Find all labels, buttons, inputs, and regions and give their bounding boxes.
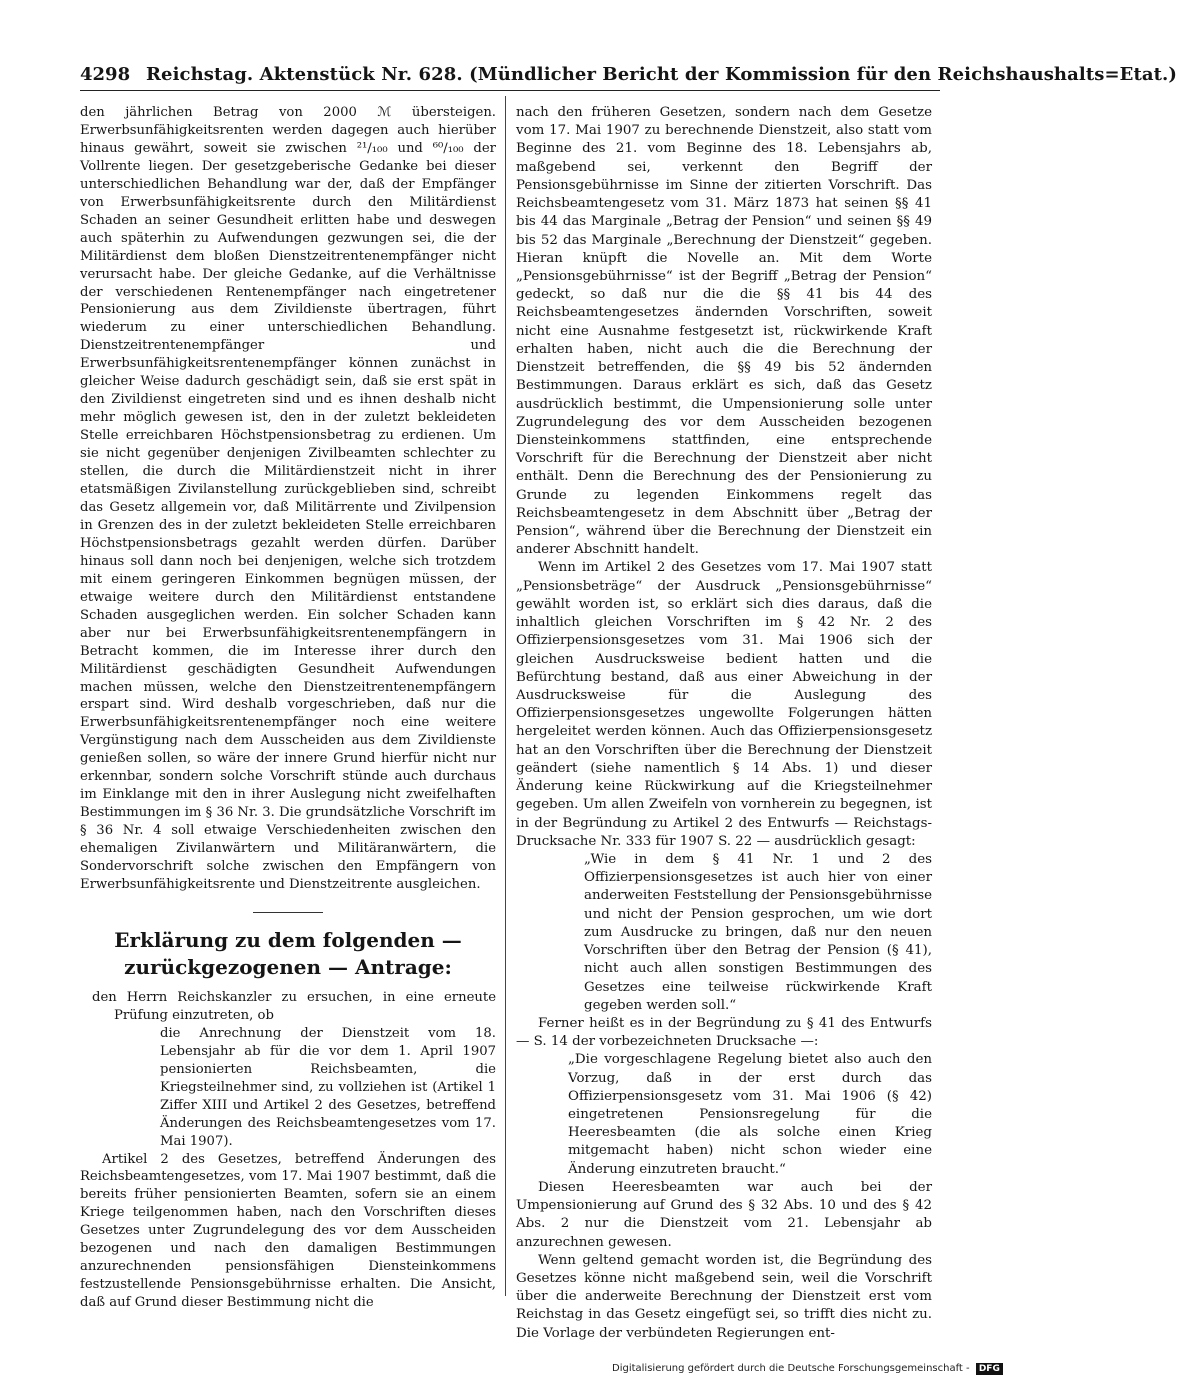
page-header <box>80 60 1177 91</box>
section-separator <box>253 912 323 913</box>
digitization-credit <box>612 1363 1000 1375</box>
block-quote: „Wie in dem § 41 Nr. 1 und 2 des Offizierpensionsgesetzes ist auch hier von einer anderweiten Feststellung der Pensionsgebührnisse und nicht der Pension gesprochen, um wie dort zum Ausdrucke zu bringen, daß nur den neuen Vorschriften über den Betrag der Pension (§ 41), nicht auch allen sonstigen Bestimmungen des Gesetzes eine teilweise rückwirkende Kraft gegeben werden soll.“ <box>584 851 932 1013</box>
right-column <box>516 104 932 1343</box>
paragraph: Diesen Heeresbeamten war auch bei der Umpensionierung auf Grund des § 32 Abs. 10 und des § 42 Abs. 2 nur die Dienstzeit vom 21. Lebensjahr ab anzurechnen gewesen. <box>516 1179 932 1250</box>
paragraph: Wenn im Artikel 2 des Gesetzes vom 17. Mai 1907 statt „Pensionsbeträge“ der Ausdruck „Pensionsgebührnisse“ gewählt worden ist, so erklärt sich dies daraus, daß die inhaltlich gleichen Vorschriften im § 42 Nr. 2 des Offizierpensionsgesetzes vom 31. Mai 1906 sich der gleichen Ausdrucksweise bedient hatten und die Befürchtung bestand, daß aus einer Abweichung in der Ausdrucksweise für die Auslegung des Offizierpensionsgesetzes ungewollte Folgerungen hätten hergeleitet werden können. Auch das Offizierpensionsgesetz hat an den Vorschriften über die Berechnung der Dienstzeit geändert (siehe namentlich § 14 Abs. 1) und dieser Änderung keine Rückwirkung auf die Kriegsteilnehmer gegeben. Um allen Zweifeln von vornherein zu begegnen, ist in der Begründung zu Artikel 2 des Entwurfs — Reichstags-Drucksache Nr. 333 für 1907 S. 22 — ausdrücklich gesagt: <box>516 560 932 849</box>
paragraph: Artikel 2 des Gesetzes, betreffend Änderungen des Reichsbeamtengesetzes, vom 17. Mai 1907 bestimmt, daß die bereits früher pensionierten Beamten, sofern sie an einem Kriege teilgenommen haben, nach den Vorschriften dieses Gesetzes unter Zugrundelegung des vor dem Ausscheiden bezogenen und nach den damaligen Bestimmungen anzurechnenden pensionsfähigen Diensteinkommens festzustellende Pensionsgebührnisse erhalten. Die Ansicht, daß auf Grund dieser Bestimmung nicht die <box>80 1151 496 1311</box>
column-divider <box>505 96 506 1296</box>
block-quote: „Die vorgeschlagene Regelung bietet also auch den Vorzug, daß in der erst durch das Offizierpensionsgesetz vom 31. Mai 1906 (§ 42) eingetretenen Pensionsregelung für die Heeresbeamten (die als solche einen Krieg mitgemacht haben) nicht schon wieder eine Änderung einzutreten braucht.“ <box>568 1052 932 1177</box>
credit-text: Digitalisierung gefördert durch die Deutsche Forschungsgemeinschaft - <box>612 1363 970 1374</box>
paragraph: den jährlichen Betrag von 2000 ℳ übersteigen. Erwerbsunfähigkeitsrenten werden dagegen auch hierüber hinaus gewährt, soweit sie zwischen ²¹/₁₀₀ und ⁶⁰/₁₀₀ der Vollrente liegen. Der gesetzgeberische Gedanke bei dieser unterschiedlichen Behandlung war der, daß der Empfänger von Erwerbsunfähigkeitsrente durch den Militärdienst Schaden an seiner Gesundheit erlitten habe und deswegen auch späterhin zu Aufwendungen gezwungen sei, die der Militärdienst dem bloßen Dienstzeitrentenempfänger nicht verursacht habe. Der gleiche Gedanke, auf die Verhältnisse der verschiedenen Rentenempfänger nach eingetretener Pensionierung aus dem Zivildienste übertragen, führt wiederum zu einer unterschiedlichen Behandlung. Dienstzeitrentenempfänger und Erwerbsunfähigkeitsrentenempfänger können zunächst in gleicher Weise dadurch geschädigt sein, daß sie erst spät in den Zivildienst eingetreten sind und es ihnen deshalb nicht mehr möglich gewesen ist, den in der zuletzt bekleideten Stelle erreichbaren Höchstpensionsbetrag zu erdienen. Um sie nicht gegenüber denjenigen Zivilbeamten schlechter zu stellen, die durch die Militärdienstzeit nicht in ihrer etatsmäßigen Zivilanstellung zurückgeblieben sind, schreibt das Gesetz allgemein vor, daß Militärrente und Zivilpension in Grenzen des in der zuletzt bekleideten Stelle erreichbaren Höchstpensionsbetrags gezahlt werden dürfen. Darüber hinaus soll dann noch bei denjenigen, welche sich trotzdem mit einem geringeren Einkommen begnügen müssen, der etwaige weitere durch den Militärdienst entstandene Schaden ausgeglichen werden. Ein solcher Schaden kann aber nur bei Erwerbsunfähigkeitsrentenempfängern in Betracht kommen, die im Interesse ihrer durch den Militärdienst geschädigten Gesundheit Aufwendungen machen müssen, welche den Dienstzeitrentenempfängern erspart sind. Wird deshalb vorgeschrieben, daß nur die Erwerbsunfähigkeitsrentenempfänger noch eine weitere Vergünstigung nach dem Ausscheiden aus dem Zivildienste genießen sollen, so wäre der innere Grund hierfür nicht nur erkennbar, sondern solche Vorschrift stünde auch durchaus im Einklange mit den in ihrer Auslegung nicht zweifelhaften Bestimmungen im § 36 Nr. 3. Die grundsätzliche Vorschrift im § 36 Nr. 4 soll etwaige Verschiedenheiten zwischen den ehemaligen Zivilanwärtern und Militäranwärtern, die Sondervorschrift solche zwischen den Empfängern von Erwerbsunfähigkeitsrente und Dienstzeitrente ausgleichen. <box>80 105 496 892</box>
page-number: 4298 <box>80 64 131 85</box>
paragraph: nach den früheren Gesetzen, sondern nach dem Gesetze vom 17. Mai 1907 zu berechnende Dienstzeit, also statt vom Beginne des 21. vom Beginne des 18. Lebensjahrs ab, maßgebend sei, verkennt den Begriff der Pensionsgebührnisse im Sinne der zitierten Vorschrift. Das Reichsbeamtengesetz vom 31. März 1873 hat seinen §§ 41 bis 44 das Marginale „Betrag der Pension“ und seinen §§ 49 bis 52 das Marginale „Berechnung der Dienstzeit“ gegeben. Hieran knüpft die Novelle an. Mit dem Worte „Pensionsgebührnisse“ ist der Begriff „Betrag der Pension“ gedeckt, so daß nur die die §§ 41 bis 44 des Reichsbeamtengesetzes ändernden Vorschriften, soweit nicht eine Ausnahme festgesetzt ist, rückwirkende Kraft erhalten haben, nicht auch die die Berechnung der Dienstzeit betreffenden, die §§ 49 bis 52 ändernden Bestimmungen. Daraus erklärt es sich, daß das Gesetz ausdrücklich bestimmt, die Umpensionierung solle unter Zugrundelegung des vor dem Ausscheiden bezogenen Diensteinkommens stattfinden, eine entsprechende Vorschrift für die Berechnung der Dienstzeit aber nicht enthält. Denn die Berechnung des der Pensionierung zu Grunde zu legenden Einkommens regelt das Reichsbeamtengesetz in dem Abschnitt über „Betrag der Pension“, während über die Berechnung der Dienstzeit ein anderer Abschnitt handelt. <box>516 105 932 558</box>
paragraph: Ferner heißt es in der Begründung zu § 41 des Entwurfs — S. 14 der vorbezeichneten Drucksache —: <box>516 1015 932 1050</box>
motion-intro: den Herrn Reichskanzler zu ersuchen, in eine erneute Prüfung einzutreten, ob <box>92 989 496 1023</box>
left-column <box>80 104 496 1312</box>
motion-text: die Anrechnung der Dienstzeit vom 18. Lebensjahr ab für die vor dem 1. April 1907 pensionierten Reichsbeamten, die Kriegsteilnehmer sind, zu vollziehen ist (Artikel 1 Ziffer XIII und Artikel 2 des Gesetzes, betreffend Änderungen des Reichsbeamtengesetzes vom 17. Mai 1907). <box>160 1025 496 1149</box>
section-heading: Erklärung zu dem folgenden — zurückgezogenen — Antrage: <box>114 927 462 979</box>
running-title: Reichstag. Aktenstück Nr. 628. (Mündlicher Bericht der Kommission für den Reichshaushalts=Etat.) <box>146 64 1177 85</box>
paragraph: Wenn geltend gemacht worden ist, die Begründung des Gesetzes könne nicht maßgebend sein, weil die Vorschrift über die anderweite Berechnung der Dienstzeit erst vom Reichstag in das Gesetz eingefügt sei, so trifft dies nicht zu. Die Vorlage der verbündeten Regierungen ent- <box>516 1252 932 1341</box>
dfg-logo: DFG <box>976 1363 1003 1375</box>
